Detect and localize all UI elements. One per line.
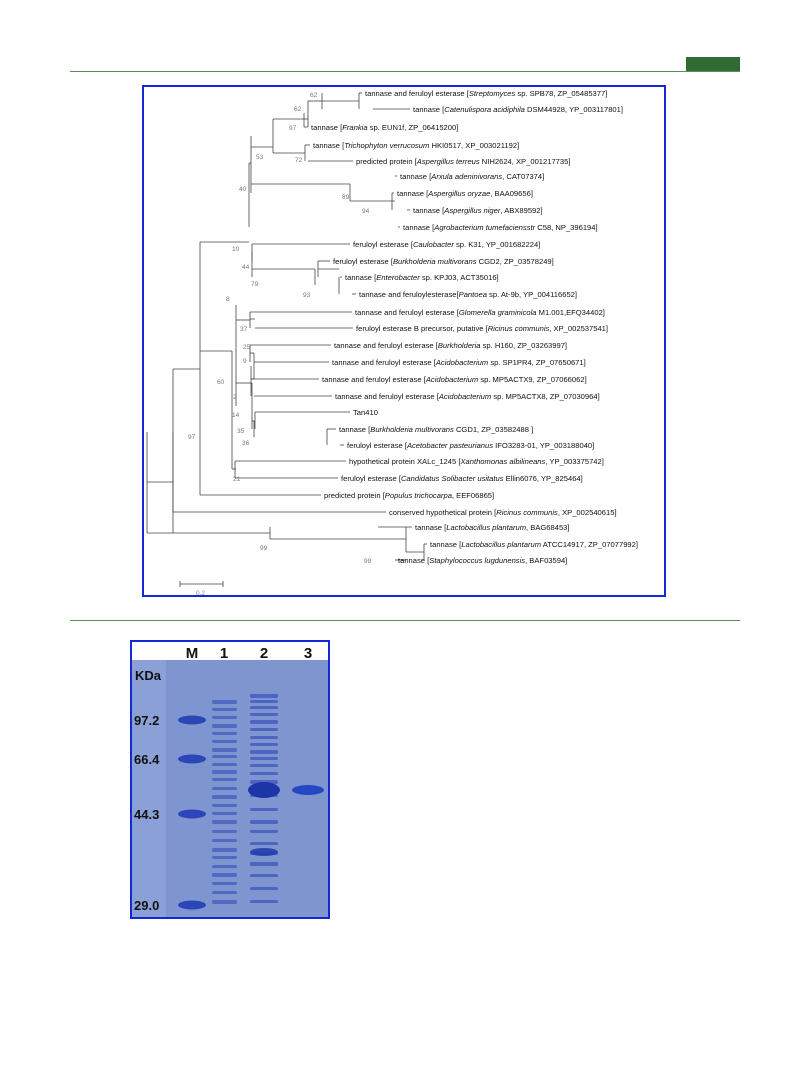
tree-leaf-label: tannase [Burkholderia multivorans CGD1, ZP_03582488 ]	[339, 425, 534, 434]
gel-marker-label: 29.0	[134, 898, 160, 913]
gel-band-lane-1	[212, 770, 237, 774]
bootstrap-value: 97	[289, 125, 297, 132]
gel-band-lane-2	[250, 887, 278, 890]
tree-leaf-label: Tan410	[353, 408, 378, 417]
gel-band-lane-1	[212, 812, 237, 815]
bootstrap-value: 89	[342, 194, 350, 201]
bootstrap-value: 99	[364, 558, 372, 565]
gel-band-lane-2	[250, 736, 278, 739]
bootstrap-value: 62	[310, 92, 318, 99]
gel-band-lane-1	[212, 830, 237, 833]
gel-lane-label: 3	[303, 645, 313, 662]
gel-band-lane-2	[250, 830, 278, 833]
gel-band-marker	[178, 810, 206, 819]
tree-leaf-label: feruloyl esterase [Acetobacter pasteurianus IFO3283-01, YP_003188040]	[347, 441, 595, 450]
bootstrap-value: 99	[260, 545, 268, 552]
middle-rule	[70, 620, 740, 621]
bootstrap-value: 35	[237, 428, 245, 435]
header-accent-block	[686, 57, 740, 71]
tree-leaf-label: tannase [Lactobacillus plantarum, BAG68453]	[415, 523, 570, 532]
sds-page-gel	[132, 642, 328, 917]
gel-band-lane-1	[212, 820, 237, 824]
gel-lane-label: 2	[259, 645, 269, 662]
tree-leaf-label: feruloyl esterase [Burkholderia multivorans CGD2, ZP_03578249]	[333, 257, 554, 266]
bootstrap-value: 40	[239, 186, 247, 193]
bootstrap-value: 44	[242, 264, 250, 271]
tree-leaf-label: tannase [Arxula adeninivorans, CAT07374]	[400, 172, 545, 181]
gel-band-lane-2	[250, 808, 278, 811]
tree-leaf-label: tannase and feruloyl esterase [Acidobacterium sp. MP5ACTX8, ZP_07030964]	[335, 392, 600, 401]
bootstrap-value: 79	[251, 281, 259, 288]
gel-band-lane-2	[250, 842, 278, 845]
gel-band-lane-1	[212, 778, 237, 781]
gel-band-lane-1	[212, 755, 237, 758]
tree-leaf-label: tannase and feruloyl esterase [Acidobacterium sp. SP1PR4, ZP_07650671]	[332, 358, 586, 367]
top-rule	[70, 71, 740, 72]
gel-band-lane-2	[250, 743, 278, 746]
gel-band-lane-1	[212, 740, 237, 743]
tree-leaf-label: tannase [Enterobacter sp. KPJ03, ACT35016]	[345, 273, 499, 282]
tree-leaf-label: feruloyl esterase B precursor, putative [Ricinus communis, XP_002537541]	[356, 324, 609, 333]
gel-band-lane-1	[212, 882, 237, 885]
tree-leaf-label: tannase and feruloyl esterase [Glomerella graminicola M1.001,EFQ34402]	[355, 308, 605, 317]
scale-bar-line	[180, 581, 223, 587]
gel-lane-label: M	[185, 645, 199, 662]
tree-leaf-label: tannase [Lactobacillus plantarum ATCC14917, ZP_07077992]	[430, 540, 638, 549]
gel-marker-strip	[132, 660, 166, 917]
gel-band-lane-1	[212, 848, 237, 852]
gel-band-lane-2	[250, 764, 278, 767]
bootstrap-value: 72	[295, 157, 303, 164]
gel-band-lane-2	[250, 728, 278, 731]
gel-unit-label: KDa	[135, 668, 162, 683]
bootstrap-value: 37	[240, 326, 248, 333]
bootstrap-value: 10	[232, 246, 240, 253]
gel-band-lane-2	[250, 757, 278, 760]
tree-leaf-label: feruloyl esterase [Caulobacter sp. K31, YP_001682224]	[353, 240, 541, 249]
gel-band-lane-1	[212, 856, 237, 859]
gel-band-lane-2	[250, 713, 278, 716]
tree-leaf-label: tannase [Trichophyton verrucosum HKI0517, XP_003021192]	[313, 141, 520, 150]
gel-band-lane-2	[250, 700, 278, 703]
tree-leaf-label: conserved hypothetical protein [Ricinus communis, XP_002540615]	[389, 508, 617, 517]
gel-band-lane-2-major	[248, 782, 280, 798]
tree-leaf-label: tannase and feruloylesterase[Pantoea sp. At-9b, YP_004116652]	[359, 290, 578, 299]
gel-band-lane-2	[250, 750, 278, 754]
gel-band-lane-2	[250, 820, 278, 824]
gel-band-marker	[178, 901, 206, 910]
bootstrap-value: 21	[233, 476, 241, 483]
gel-band-lane-1	[212, 724, 237, 728]
gel-band-lane-2	[250, 874, 278, 877]
tree-leaf-label: tannase [Staphylococcus lugdunensis, BAF03594]	[398, 556, 568, 565]
scale-bar-label: 0.2	[196, 590, 206, 595]
gel-lane-label: 1	[219, 645, 229, 662]
gel-band-lane-1	[212, 839, 237, 842]
tree-scale-bar	[180, 581, 223, 595]
gel-band-lane-2	[250, 694, 278, 698]
gel-band-lane-2	[250, 900, 278, 903]
bootstrap-value: 94	[362, 208, 370, 215]
gel-band-marker	[178, 755, 206, 764]
tree-leaf-label: tannase [Agrobacterium tumefaciensstr C58, NP_396194]	[403, 223, 598, 232]
gel-band-lane-1	[212, 763, 237, 766]
gel-band-lane-1	[212, 732, 237, 735]
tree-leaf-labels	[311, 89, 638, 565]
tree-leaf-label: hypothetical protein XALc_1245 [Xanthomonas albilineans, YP_003375742]	[349, 457, 604, 466]
gel-band-lane-2	[250, 862, 278, 866]
gel-band-lane-1	[212, 716, 237, 719]
gel-band-lane-2	[250, 720, 278, 724]
gel-band-lane-2	[250, 772, 278, 775]
gel-band-lane-1	[212, 787, 237, 790]
tree-leaf-label: feruloyl esterase [Candidatus Solibacter usitatus Ellin6076, YP_825464]	[341, 474, 583, 483]
gel-band-lane-1	[212, 795, 237, 799]
tree-leaf-label: tannase and feruloyl esterase [Acidobacterium sp. MP5ACTX9, ZP_07066062]	[322, 375, 587, 384]
bootstrap-value: 60	[217, 379, 225, 386]
bootstrap-value: 9	[243, 358, 247, 365]
bootstrap-value: 97	[188, 434, 196, 441]
gel-band-lane-2	[250, 706, 278, 709]
tree-leaf-label: tannase and feruloyl esterase [Streptomyces sp. SPB78, ZP_05485377]	[365, 89, 608, 98]
tree-leaf-label: tannase [Catenulispora acidiphila DSM44928, YP_003117801]	[413, 105, 623, 114]
gel-band-lane-1	[212, 804, 237, 807]
gel-band-lane-1	[212, 891, 237, 894]
tree-leaf-label: tannase and feruloyl esterase [Burkholderia sp. H160, ZP_03263997]	[334, 341, 568, 350]
gel-band-lane-3	[292, 785, 324, 795]
gel-band-lane-1	[212, 748, 237, 752]
gel-marker-label: 97.2	[134, 713, 160, 728]
bootstrap-value: 53	[256, 154, 264, 161]
sds-page-gel-figure	[130, 640, 330, 919]
bootstrap-value: 36	[242, 440, 250, 447]
gel-band-lane-1	[212, 708, 237, 711]
bootstrap-value: 93	[303, 292, 311, 299]
bootstrap-value: 2	[233, 394, 237, 401]
phylogenetic-tree-figure	[142, 85, 666, 597]
gel-band-lane-1	[212, 873, 237, 877]
gel-band-lane-1	[212, 900, 237, 904]
bootstrap-value: 62	[294, 106, 302, 113]
gel-band-lane-1	[212, 700, 237, 704]
tree-leaf-label: predicted protein [Aspergillus terreus NIH2624, XP_001217735]	[356, 157, 571, 166]
bootstrap-value: 8	[226, 296, 230, 303]
bootstrap-value: 25	[243, 344, 251, 351]
gel-marker-label: 66.4	[134, 752, 160, 767]
bootstrap-value: 14	[232, 412, 240, 419]
tree-leaf-label: tannase [Aspergillus niger, ABX89592]	[413, 206, 543, 215]
gel-band-lane-2-minor	[250, 848, 278, 856]
tree-leaf-label: predicted protein [Populus trichocarpa, EEF06865]	[324, 491, 495, 500]
gel-band-marker	[178, 716, 206, 725]
tree-leaf-label: tannase [Frankia sp. EUN1f, ZP_06415200]	[311, 123, 459, 132]
gel-marker-label: 44.3	[134, 807, 160, 822]
gel-band-lane-1	[212, 865, 237, 868]
tree-leaf-label: tannase [Aspergillus oryzae, BAA09656]	[397, 189, 533, 198]
phylogenetic-tree	[144, 87, 664, 595]
